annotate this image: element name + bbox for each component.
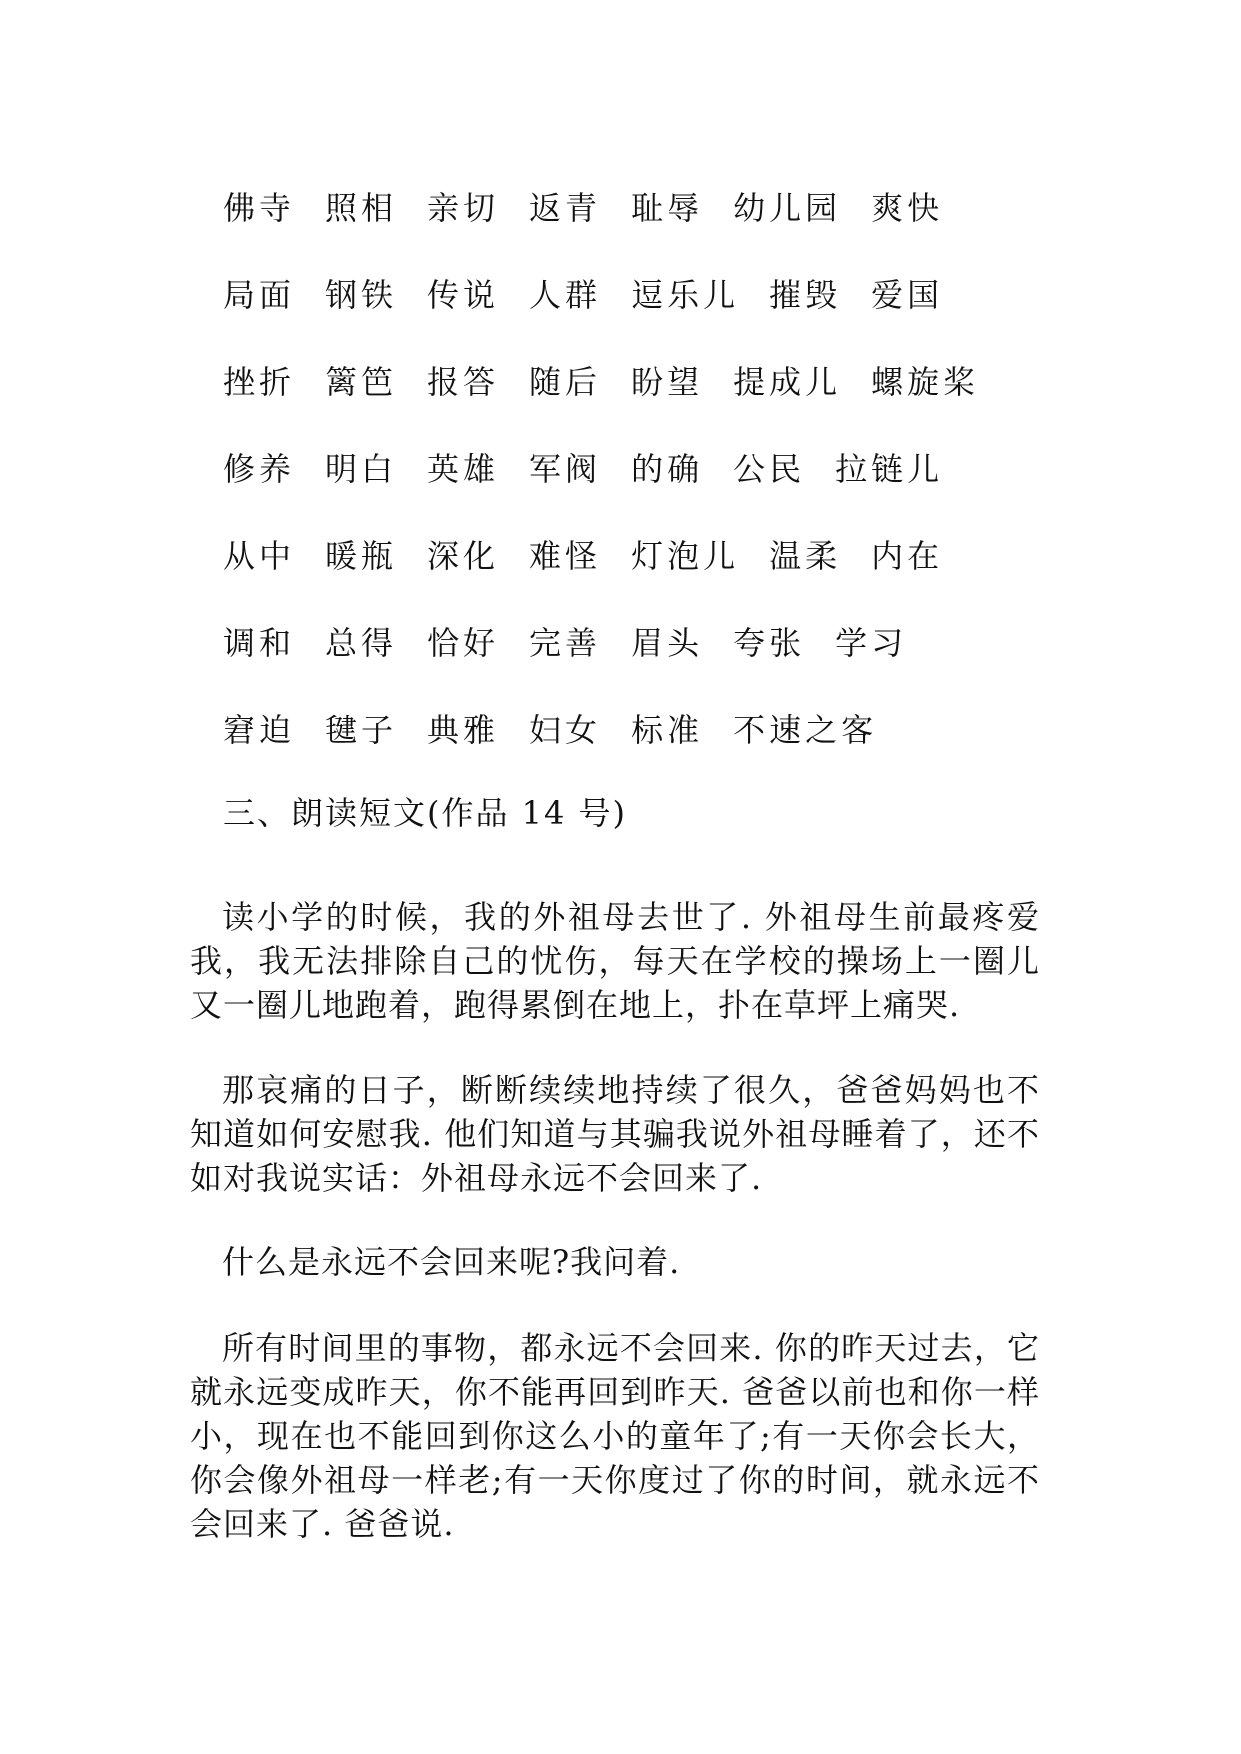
- word: 夸张: [733, 624, 806, 662]
- article-paragraph-2: [190, 1068, 1040, 1200]
- word: 眉头: [631, 624, 704, 662]
- word: 钢铁: [325, 276, 398, 314]
- word: 提成儿: [733, 363, 842, 401]
- word: 不速之客: [733, 711, 878, 749]
- word: 报答: [427, 363, 500, 401]
- word: 返青: [529, 189, 602, 227]
- word: 英雄: [427, 450, 500, 488]
- word-row: [223, 623, 1043, 710]
- article-paragraph-4: [190, 1326, 1040, 1546]
- word: 耻辱: [631, 189, 704, 227]
- word-row: [223, 362, 1043, 449]
- word: 逗乐儿: [631, 276, 740, 314]
- paragraph-text: 那哀痛的日子，断断续续地持续了很久，爸爸妈妈也不知道如何安慰我. 他们知道与其骗我说外祖母睡着了，还不如对我说实话：外祖母永远不会回来了.: [190, 1071, 1040, 1197]
- word: 妇女: [529, 711, 602, 749]
- word: 人群: [529, 276, 602, 314]
- word-row: [223, 449, 1043, 536]
- word: 从中: [223, 537, 296, 575]
- word: 总得: [325, 624, 398, 662]
- word-row: [223, 536, 1043, 623]
- word: 典雅: [427, 711, 500, 749]
- word: 拉链儿: [835, 450, 944, 488]
- word: 亲切: [427, 189, 500, 227]
- word: 公民: [733, 450, 806, 488]
- article-paragraph-3: [190, 1240, 1040, 1284]
- word: 窘迫: [223, 711, 296, 749]
- word: 随后: [529, 363, 602, 401]
- word: 佛寺: [223, 189, 296, 227]
- word: 螺旋桨: [871, 363, 980, 401]
- word: 调和: [223, 624, 296, 662]
- article-paragraph-1: [190, 895, 1040, 1027]
- word: 学习: [835, 624, 908, 662]
- word: 完善: [529, 624, 602, 662]
- word: 幼儿园: [733, 189, 842, 227]
- word-row: [223, 275, 1043, 362]
- word: 盼望: [631, 363, 704, 401]
- word: 恰好: [427, 624, 500, 662]
- word-row: [223, 188, 1043, 275]
- word: 内在: [871, 537, 944, 575]
- word: 局面: [223, 276, 296, 314]
- word: 温柔: [769, 537, 842, 575]
- word: 暖瓶: [325, 537, 398, 575]
- word: 的确: [631, 450, 704, 488]
- word: 灯泡儿: [631, 537, 740, 575]
- word: 修养: [223, 450, 296, 488]
- word-row: [223, 710, 1043, 797]
- paragraph-text: 读小学的时候，我的外祖母去世了. 外祖母生前最疼爱我，我无法排除自己的忧伤，每天在学校的操场上一圈儿又一圈儿地跑着，跑得累倒在地上，扑在草坪上痛哭.: [190, 898, 1040, 1024]
- word: 爱国: [871, 276, 944, 314]
- section-title: 三、朗读短文(作品 14 号): [223, 794, 628, 832]
- word: 毽子: [325, 711, 398, 749]
- word: 篱笆: [325, 363, 398, 401]
- word: 难怪: [529, 537, 602, 575]
- vocabulary-word-list: [223, 188, 1043, 797]
- word: 爽快: [871, 189, 944, 227]
- word: 明白: [325, 450, 398, 488]
- word: 摧毁: [769, 276, 842, 314]
- word: 深化: [427, 537, 500, 575]
- word: 标准: [631, 711, 704, 749]
- paragraph-text: 所有时间里的事物，都永远不会回来. 你的昨天过去，它就永远变成昨天，你不能再回到昨天. 爸爸以前也和你一样小，现在也不能回到你这么小的童年了;有一天你会长大，你会像外祖母一样老;有一天你度过了你的时间，就永远不会回来了. 爸爸说.: [190, 1329, 1040, 1543]
- word: 军阀: [529, 450, 602, 488]
- word: 照相: [325, 189, 398, 227]
- word: 传说: [427, 276, 500, 314]
- paragraph-text: 什么是永远不会回来呢?我问着.: [222, 1243, 681, 1281]
- word: 挫折: [223, 363, 296, 401]
